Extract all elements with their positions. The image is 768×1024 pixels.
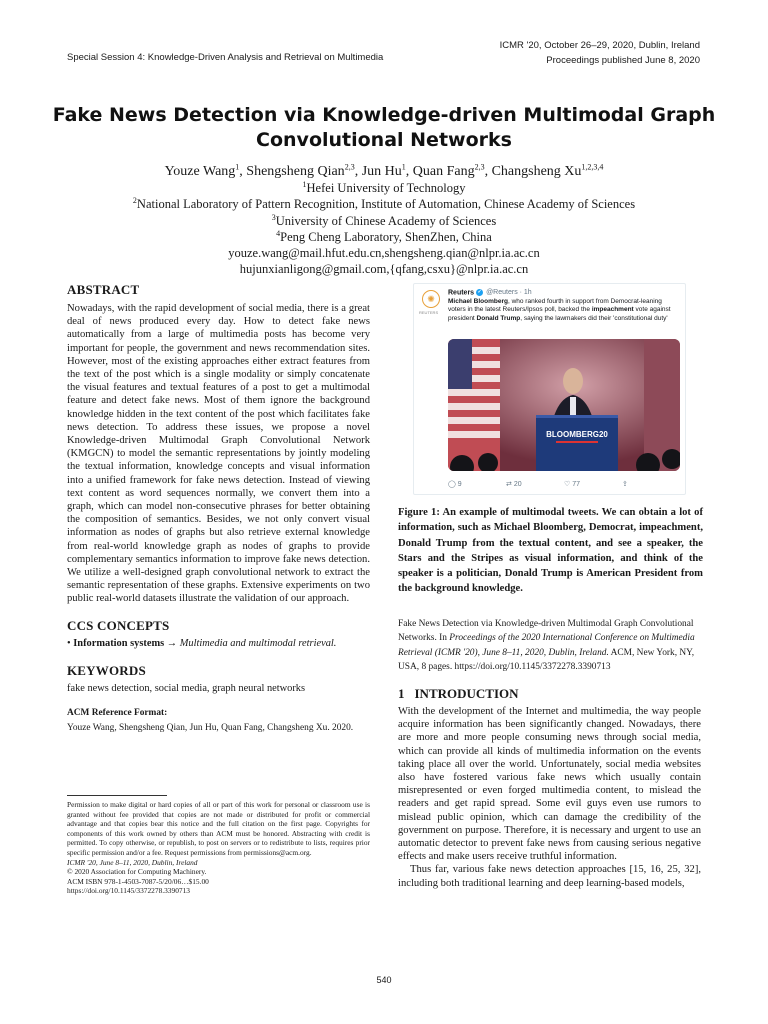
like-count: 77 [572, 481, 581, 488]
tweet-text-part: , saying the lawmakers did their 'constitutional duty' [520, 314, 668, 322]
author-name: Youze Wang [164, 164, 236, 179]
tweet-figure [413, 283, 686, 495]
tweet-photo [448, 339, 680, 471]
ccs-concepts [67, 638, 370, 649]
ccs-subterm: Multimedia and multimodal retrieval. [179, 637, 337, 649]
verified-badge-icon: ✓ [477, 289, 482, 295]
tweet-actions [448, 480, 680, 488]
author-name: Changsheng Xu [491, 164, 582, 179]
ccs-bullet: • [67, 637, 71, 649]
abstract-heading: ABSTRACT [67, 282, 140, 297]
share-action[interactable] [622, 480, 680, 488]
ccs-heading: CCS CONCEPTS [67, 617, 170, 633]
affiliation-sup: 3 [271, 212, 276, 222]
tweet-account-name: Reuters [448, 289, 475, 297]
tweet-text-bold: Michael Bloomberg [448, 298, 508, 305]
introduction-heading [398, 686, 519, 702]
conference-line: ICMR '20, October 26–29, 2020, Dublin, Ireland [499, 40, 700, 51]
like-icon: ♡ [564, 481, 571, 488]
author-affil-sup: 2,3 [344, 162, 355, 172]
author-affil-sup: 1 [401, 162, 406, 172]
affiliation [40, 229, 728, 245]
affiliation-text: Hefei University of Technology [306, 181, 466, 195]
affiliation-sup: 2 [132, 196, 137, 206]
reuters-logo-icon: ✺ [422, 290, 440, 308]
permission-isbn: ACM ISBN 978-1-4503-7087-5/20/06…$15.00 [67, 876, 209, 886]
retweet-count: 20 [513, 481, 522, 488]
author-name: Jun Hu [361, 164, 402, 179]
affiliation-text: Peng Cheng Laboratory, ShenZhen, China [280, 229, 492, 244]
reference-citation [398, 617, 702, 674]
affiliation [40, 180, 728, 196]
affiliation-list [40, 180, 728, 278]
tweet-text-part: , who ranked fourth in support from Democrat-leaning voters in the latest Reuters/Ipsos poll, backed the [448, 298, 662, 314]
affiliation-text: University of Chinese Academy of Sciences [275, 213, 497, 228]
page-number: 540 [376, 975, 392, 985]
permission-text: Permission to make digital or hard copies of all or part of this work for personal or classroom use is granted without fee provided that copies are not made or distributed for profit or commercial advantage and that copies bear this notice and the full citation on the first page. Copyrights for components of this work owned by others than ACM must be honored. Abstracting with credit is permitted. To copy otherwise, or republish, to post on servers or to redistribute to lists, requires prior specific permission and/or a fee. Request permissions from permissions@acm.org. [67, 800, 370, 857]
introduction-body [398, 705, 701, 890]
tweet-text [448, 298, 680, 323]
reply-action[interactable] [448, 480, 506, 488]
section-title: INTRODUCTION [414, 686, 519, 701]
section-number: 1 [398, 686, 405, 701]
tweet-header [448, 289, 532, 296]
citation-text: ACM, New York, NY, USA, 8 pages. https://doi.org/10.1145/3372278.3390713 [398, 647, 695, 672]
permission-doi[interactable]: https://doi.org/10.1145/3372278.3390713 [67, 886, 190, 896]
affiliation-sup: 4 [276, 228, 281, 238]
author-affil-sup: 2,3 [474, 162, 485, 172]
affiliation-sup: 1 [302, 179, 307, 189]
ccs-arrow: → [166, 637, 178, 649]
author-name: Shengsheng Qian [246, 164, 345, 179]
paper-title [40, 103, 728, 153]
author-name: Quan Fang [412, 164, 475, 179]
retweet-icon: ⇄ [506, 481, 512, 488]
figure-caption: Figure 1: An example of multimodal tweets. We can obtain a lot of information, such as Michael Bloomberg, Democrat, impeachment, Donald Trump from the textual content, and see a speaker, the Stars and the Stripes as visual information, and think of the speaker is a politician, Donald Trump is American President from the background knowledge. [398, 507, 703, 595]
tweet-text-bold: Donald Trump [476, 314, 521, 322]
email-line-2: hujunxianligong@gmail.com,{qfang,csxu}@nlpr.ia.ac.cn [239, 262, 529, 277]
reply-count: 9 [457, 481, 462, 488]
acm-reference-text: Youze Wang, Shengsheng Qian, Jun Hu, Quan Fang, Changsheng Xu. 2020. [67, 722, 354, 733]
title-line-2: Convolutional Networks [256, 129, 512, 151]
ccs-term: Information systems [73, 637, 165, 649]
tweet-handle: @Reuters · 1h [486, 289, 532, 297]
flag-illustration [448, 339, 500, 471]
acm-reference-heading: ACM Reference Format: [67, 707, 168, 718]
running-header-left: Special Session 4: Knowledge-Driven Analysis and Retrieval on Multimedia [67, 52, 384, 63]
banner-text: BLOOMBERG20 [546, 430, 608, 439]
email-line-1: youze.wang@mail.hfut.edu.cn,shengsheng.qian@nlpr.ia.ac.cn [228, 246, 540, 261]
author-list: Youze Wang$^1$, Shengsheng Qian$^{2,3}$, Jun Hu$^1$, Quan Fang$^{2,3}$, Changsheng Xu$^{1,2,3,4}$ [164, 162, 604, 179]
affiliation [40, 213, 728, 229]
tweet-text-bold: impeachment [591, 306, 634, 314]
proceedings-line: Proceedings published June 8, 2020 [546, 55, 700, 66]
footnote-rule [67, 795, 167, 796]
reuters-logo-caption: REUTERS [419, 310, 439, 315]
retweet-action[interactable] [506, 480, 564, 488]
permission-notice [67, 800, 370, 896]
permission-venue [67, 858, 370, 868]
running-header-right [500, 38, 700, 68]
affiliation-text: National Laboratory of Pattern Recognition, Institute of Automation, Chinese Academy of Sciences [136, 197, 636, 212]
intro-paragraph-2: Thus far, various fake news detection approaches [15, 16, 25, 32], including both traditional learning and deep learning-based models, [398, 864, 701, 889]
affiliation [40, 196, 728, 212]
share-icon: ⇪ [622, 481, 628, 488]
speaker-photo-illustration [448, 339, 680, 471]
like-action[interactable] [564, 480, 622, 488]
left-column [67, 282, 370, 733]
reply-icon: ◯ [448, 481, 456, 488]
intro-paragraph-1: With the development of the Internet and multimedia, the way people acquire information has been significantly changed. Nowadays, there are more and more people consuming news through social media, which can provide all kinds of multimedia information on the events taking place all over the world. Unfortunately, social media websites also have fostered various fake news which usually contain misrepresented or even forged multimedia content, to mislead the readers and get rapid spread. Some evil guys even use rumors to mislead public opinion, which can damage the credibility of the government on purpose. Therefore, it is necessary and urgent to use an automatic detector to prevent fake news from causing serious negative effects and make users receive truthful information. [398, 706, 701, 863]
author-affil-sup: 1,2,3,4 [581, 162, 604, 172]
citation-italic: Proceedings of the 2020 International Conference on Multimedia Retrieval (ICMR '20), June 8–11, 2020, Dublin, Ireland. [398, 633, 695, 658]
venue-italic: ICMR '20, June 8–11, 2020, Dublin, Ireland [67, 857, 198, 867]
keywords-heading: KEYWORDS [67, 662, 146, 678]
author-affil-sup: 1 [235, 162, 240, 172]
title-line-1: Fake News Detection via Knowledge-driven Multimodal Graph [52, 104, 716, 126]
keywords-text: fake news detection, social media, graph neural networks [67, 682, 306, 694]
tweet-text-part: vote against president [448, 306, 671, 322]
citation-text: Fake News Detection via Knowledge-driven Multimodal Graph Convolutional Networks. In [398, 619, 694, 644]
abstract-text: Nowadays, with the rapid development of social media, there is a great deal of news produced every day. How to detect fake news automatically from a large of multimedia posts has become very important for people, the government and news recommendation sites. However, most of the existing approaches either extract features from the text of the post which is a single modality or simply concatenate the visual features and textual features of a post to get a multimodal feature and detect fake news. Most of them ignore the background knowledge hidden in the text content of the post which facilitates fake news detection. To address these issues, we propose a novel Knowledge-driven Multimodal Graph Convolutional Network (KMGCN) to model the semantic representations by jointly modeling the textual information, knowledge concepts and visual information into a unified framework for fake news detection. Instead of viewing text content as word sequences normally, we convert them into a graph, which can model non-consecutive phrases for better obtaining the composition of semantics. Besides, we not only convert visual information as nodes of graphs but also retrieve external knowledge from real-world knowledge graph as nodes of graphs to provide complementary semantics information to improve fake news detection. We utilize a well-designed graph convolutional network to extract the semantic representation of these graphs. Extensive experiments on two public real-world datasets illustrate the validation of our approach. [67, 303, 370, 605]
permission-copyright: © 2020 Association for Computing Machinery. [67, 867, 207, 877]
